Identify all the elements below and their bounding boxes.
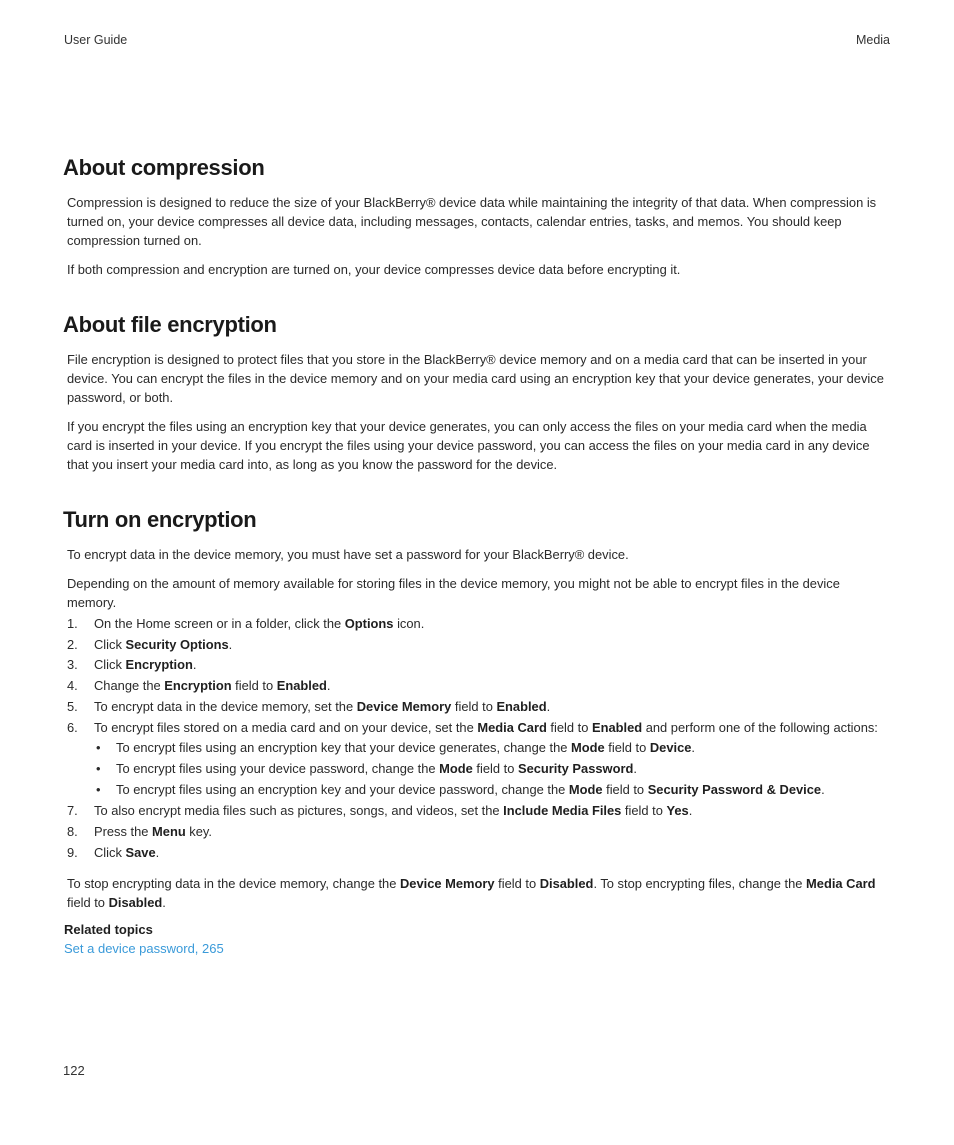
compression-paragraph-1: Compression is designed to reduce the size of your BlackBerry® device data while maintaining the integrity of that data. When compression is turned on, your device compresses all device data, including messages, contacts, calendar entries, tasks, and memos. You should keep compression turned on. [67, 195, 877, 248]
text-run: To encrypt files using an encryption key and your device password, change the [116, 781, 569, 797]
text-run: . [546, 698, 551, 714]
sub-step-item [89, 738, 897, 759]
sub-step-item [89, 759, 897, 780]
ui-term: Enabled [592, 719, 643, 735]
ui-term: Mode [571, 740, 605, 756]
text-run: Click [94, 844, 126, 860]
sub-step-text [116, 782, 825, 797]
text-run: . [633, 760, 637, 776]
step-item [67, 697, 897, 718]
text-run: icon. [393, 616, 425, 631]
step-number: 7. [67, 803, 78, 819]
step-text [94, 803, 692, 818]
ui-term: Options [344, 616, 394, 631]
step-number: 4. [67, 678, 78, 694]
text-run: . [691, 740, 696, 756]
bullet-icon: • [96, 760, 101, 776]
ui-term: Yes [666, 803, 689, 819]
text-run: . [326, 678, 331, 694]
text-run: field to [621, 803, 667, 819]
heading-about-file-encryption: About file encryption [63, 312, 277, 337]
file-encryption-paragraph-1: File encryption is designed to protect files that you store in the BlackBerry® device memory and on a media card that can be inserted in your device. You can encrypt the files in the device memory and on your media card using an encryption key that your device generates, your device password, or both. [67, 352, 884, 405]
bullet-icon: • [96, 740, 101, 756]
running-header-left: User Guide [64, 33, 128, 47]
encryption-steps-list [67, 614, 897, 863]
step-item [67, 614, 897, 635]
ui-term: Device [649, 740, 692, 756]
step-number: 3. [67, 657, 78, 673]
step-item [67, 822, 897, 843]
text-run: Click [94, 657, 126, 673]
text-run: key. [185, 824, 212, 840]
sub-step-text [116, 761, 637, 776]
bullet-icon: • [96, 781, 101, 797]
step-number: 2. [67, 636, 78, 652]
text-run: field to [494, 876, 540, 891]
sub-step-text [116, 740, 695, 755]
ui-term: Disabled [108, 895, 163, 910]
text-run: field to [546, 719, 592, 735]
text-run: field to [451, 698, 497, 714]
ui-term: Device Memory [399, 876, 495, 891]
step-number: 9. [67, 844, 78, 860]
step-text [94, 616, 424, 631]
text-run: and perform one of the following actions: [642, 719, 878, 735]
ui-term: Security Password & Device [647, 781, 822, 797]
related-topic-link[interactable]: Set a device password, 265 [64, 941, 224, 956]
text-run: Change the [94, 678, 165, 694]
step-text [94, 678, 330, 693]
step-number: 8. [67, 824, 78, 840]
heading-turn-on-encryption: Turn on encryption [63, 507, 257, 532]
step-item [67, 801, 897, 822]
text-run: . [688, 803, 693, 819]
step-text [94, 699, 550, 714]
page-number: 122 [63, 1063, 85, 1078]
ui-term: Mode [568, 781, 603, 797]
text-run: . To stop encrypting files, change the [593, 876, 807, 891]
step-item [67, 718, 897, 739]
step-text [94, 824, 212, 839]
step-number: 6. [67, 719, 78, 735]
step-item [67, 655, 897, 676]
ui-term: Enabled [276, 678, 327, 694]
text-run: . [155, 844, 160, 860]
text-run: field to [602, 781, 648, 797]
step-number: 5. [67, 698, 78, 714]
ui-term: Device Memory [356, 698, 452, 714]
ui-term: Encryption [164, 678, 232, 694]
ui-term: Mode [439, 760, 473, 776]
file-encryption-paragraph-2: If you encrypt the files using an encryption key that your device generates, you can only access the files on your media card when the media card is inserted in your device. If you encrypt the files using your device password, you can access the files on your media card in any device that you insert your media card into, as long as you know the password for the device. [67, 419, 870, 472]
text-run: . [162, 895, 166, 910]
ui-term: Include Media Files [503, 803, 622, 819]
related-topics-heading: Related topics [64, 922, 153, 937]
step-item [67, 843, 897, 864]
ui-term: Disabled [539, 876, 594, 891]
step-text [94, 720, 878, 735]
compression-paragraph-2: If both compression and encryption are turned on, your device compresses device data before encrypting it. [67, 262, 681, 277]
ui-term: Security Options [125, 636, 229, 652]
text-run: To stop encrypting data in the device memory, change the [67, 876, 400, 891]
ui-term: Security Password [517, 760, 634, 776]
ui-term: Enabled [496, 698, 547, 714]
step-text [94, 637, 232, 652]
heading-about-compression: About compression [63, 155, 265, 180]
step-number: 1. [67, 616, 78, 631]
text-run: To encrypt data in the device memory, set the [94, 698, 357, 714]
text-run: . [228, 636, 233, 652]
text-run: . [192, 657, 197, 673]
ui-term: Save [125, 844, 156, 860]
text-run: Press the [94, 824, 153, 840]
text-run: Click [94, 636, 126, 652]
step-item [67, 635, 897, 656]
sub-step-item [89, 780, 897, 801]
text-run: . [821, 781, 825, 797]
stop-encrypting-paragraph [67, 874, 891, 912]
turn-on-paragraph-2: Depending on the amount of memory available for storing files in the device memory, you might not be able to encrypt files in the device memory. [67, 576, 840, 610]
ui-term: Media Card [477, 719, 547, 735]
text-run: To encrypt files using your device password, change the [116, 760, 440, 776]
text-run: field to [231, 678, 277, 694]
text-run: field to [472, 760, 518, 776]
text-run: On the Home screen or in a folder, click the [94, 616, 345, 631]
text-run: To encrypt files using an encryption key that your device generates, change the [116, 740, 572, 756]
running-header-right: Media [855, 33, 890, 47]
step-text [94, 657, 196, 672]
step-sub-list [67, 738, 897, 801]
ui-term: Media Card [806, 876, 876, 891]
text-run: field to [67, 895, 109, 910]
step-item [67, 676, 897, 697]
ui-term: Encryption [125, 657, 193, 673]
text-run: To also encrypt media files such as pictures, songs, and videos, set the [94, 803, 504, 819]
text-run: To encrypt files stored on a media card and on your device, set the [94, 719, 478, 735]
text-run: field to [604, 740, 650, 756]
ui-term: Menu [152, 824, 186, 840]
turn-on-paragraph-1: To encrypt data in the device memory, you must have set a password for your BlackBerry® device. [67, 547, 629, 562]
step-text [94, 845, 159, 860]
